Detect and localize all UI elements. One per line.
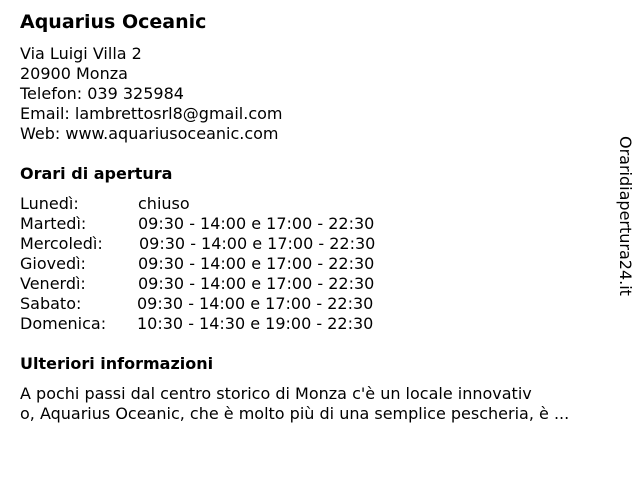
phone-number: Telefon: 039 325984 xyxy=(20,84,184,103)
website: Web: www.aquariusoceanic.com xyxy=(20,124,279,143)
time-range: chiuso xyxy=(138,194,190,213)
time-range: 09:30 - 14:00 e 17:00 - 22:30 xyxy=(139,234,376,253)
day-label: Domenica: xyxy=(20,314,107,333)
time-range: 10:30 - 14:30 e 19:00 - 22:30 xyxy=(137,314,374,333)
email-address: Email: lambrettosrl8@gmail.com xyxy=(20,104,283,123)
day-label: Giovedì: xyxy=(20,254,86,273)
time-range: 09:30 - 14:00 e 17:00 - 22:30 xyxy=(138,214,375,233)
time-range: 09:30 - 14:00 e 17:00 - 22:30 xyxy=(138,254,375,273)
day-label: Lunedì: xyxy=(20,194,79,213)
day-label: Martedì: xyxy=(20,214,87,233)
time-range: 09:30 - 14:00 e 17:00 - 22:30 xyxy=(137,294,374,313)
day-label: Sabato: xyxy=(20,294,82,313)
postal-city: 20900 Monza xyxy=(20,64,128,83)
day-label: Venerdì: xyxy=(20,274,86,293)
street-address: Via Luigi Villa 2 xyxy=(20,44,142,63)
day-label: Mercoledì: xyxy=(20,234,103,253)
additional-info-heading: Ulteriori informazioni xyxy=(20,354,214,373)
opening-hours-heading: Orari di apertura xyxy=(20,164,173,183)
business-name: Aquarius Oceanic xyxy=(20,11,207,33)
additional-info-text: A pochi passi dal centro storico di Monza c'è un locale innovativ o, Aquarius Oceanic, che è molto più di una semplice pescheria, è ... xyxy=(20,384,570,423)
address-block xyxy=(20,44,283,144)
time-range: 09:30 - 14:00 e 17:00 - 22:30 xyxy=(138,274,375,293)
site-watermark-label: Oraridiapertura24.it xyxy=(616,136,635,296)
